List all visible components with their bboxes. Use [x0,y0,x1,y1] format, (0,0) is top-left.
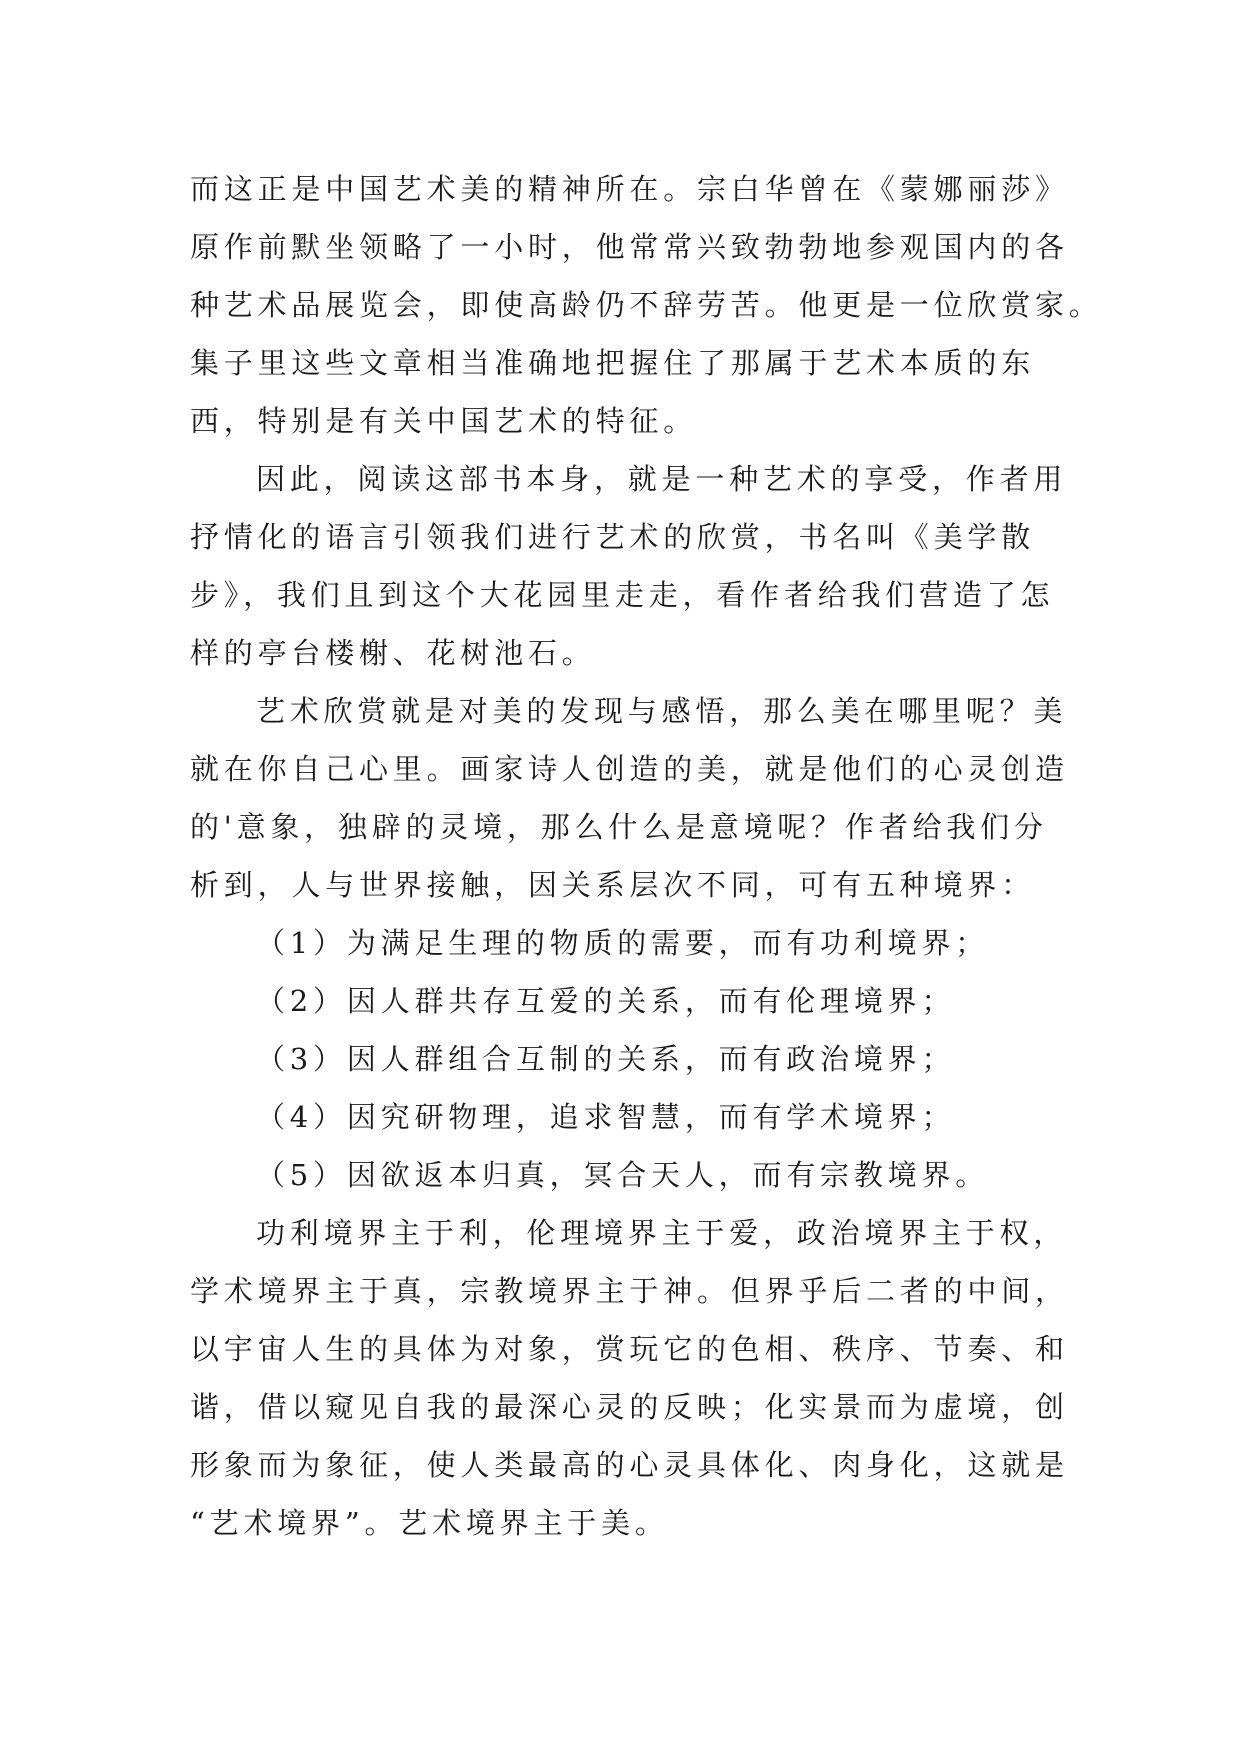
list-item: （2）因人群共存互爱的关系，而有伦理境界； [256,984,956,1018]
body-text [190,160,1103,1552]
paragraph [190,450,1090,682]
paragraph [190,160,1103,450]
text-line: 形象而为象征，使人类最高的心灵具体化、肉身化，这就是 [190,1448,1069,1482]
text-line: 艺术欣赏就是对美的发现与感悟，那么美在哪里呢？美 [256,694,1068,728]
text-line: 抒情化的语言引领我们进行艺术的欣赏，书名叫《美学散 [190,520,1036,554]
list-item: （1）为满足生理的物质的需要，而有功利境界； [256,926,990,960]
paragraph [190,682,1090,914]
text-line: 步》，我们且到这个大花园里走走，看作者给我们营造了怎 [190,578,1055,612]
text-line: 析到，人与世界接触，因关系层次不同，可有五种境界： [190,868,1036,902]
text-line: 集子里这些文章相当准确地把握住了那属于艺术本质的东 [190,346,1036,380]
list-item: （3）因人群组合互制的关系，而有政治境界； [256,1042,956,1076]
text-line: 因此，阅读这部书本身，就是一种艺术的享受，作者用 [256,462,1068,496]
text-line: “艺术境界”。艺术境界主于美。 [190,1506,669,1540]
text-line: 谐，借以窥见自我的最深心灵的反映；化实景而为虚境，创 [190,1390,1069,1424]
list-item: （5）因欲返本归真，冥合天人，而有宗教境界。 [256,1158,990,1192]
text-line: 学术境界主于真，宗教境界主于神。但界乎后二者的中间， [190,1274,1069,1308]
text-line: 而这正是中国艺术美的精神所在。宗白华曾在《蒙娜丽莎》 [190,172,1069,206]
text-line: 功利境界主于利，伦理境界主于爱，政治境界主于权， [256,1216,1068,1250]
text-line: 样的亭台楼榭、花树池石。 [190,636,596,670]
text-line: 种艺术品展览会，即使高龄仍不辞劳苦。他更是一位欣赏家。 [190,288,1103,322]
text-line: 就在你自己心里。画家诗人创造的美，就是他们的心灵创造 [190,752,1069,786]
text-line: 的'意象，独辟的灵境，那么什么是意境呢？作者给我们分 [190,810,1048,844]
list-item: （4）因究研物理，追求智慧，而有学术境界； [256,1100,956,1134]
text-line: 以宇宙人生的具体为对象，赏玩它的色相、秩序、节奏、和 [190,1332,1069,1366]
numbered-list [190,914,1090,1204]
text-line: 西，特别是有关中国艺术的特征。 [190,404,698,438]
text-line: 原作前默坐领略了一小时，他常常兴致勃勃地参观国内的各 [190,230,1069,264]
paragraph [190,1204,1090,1552]
